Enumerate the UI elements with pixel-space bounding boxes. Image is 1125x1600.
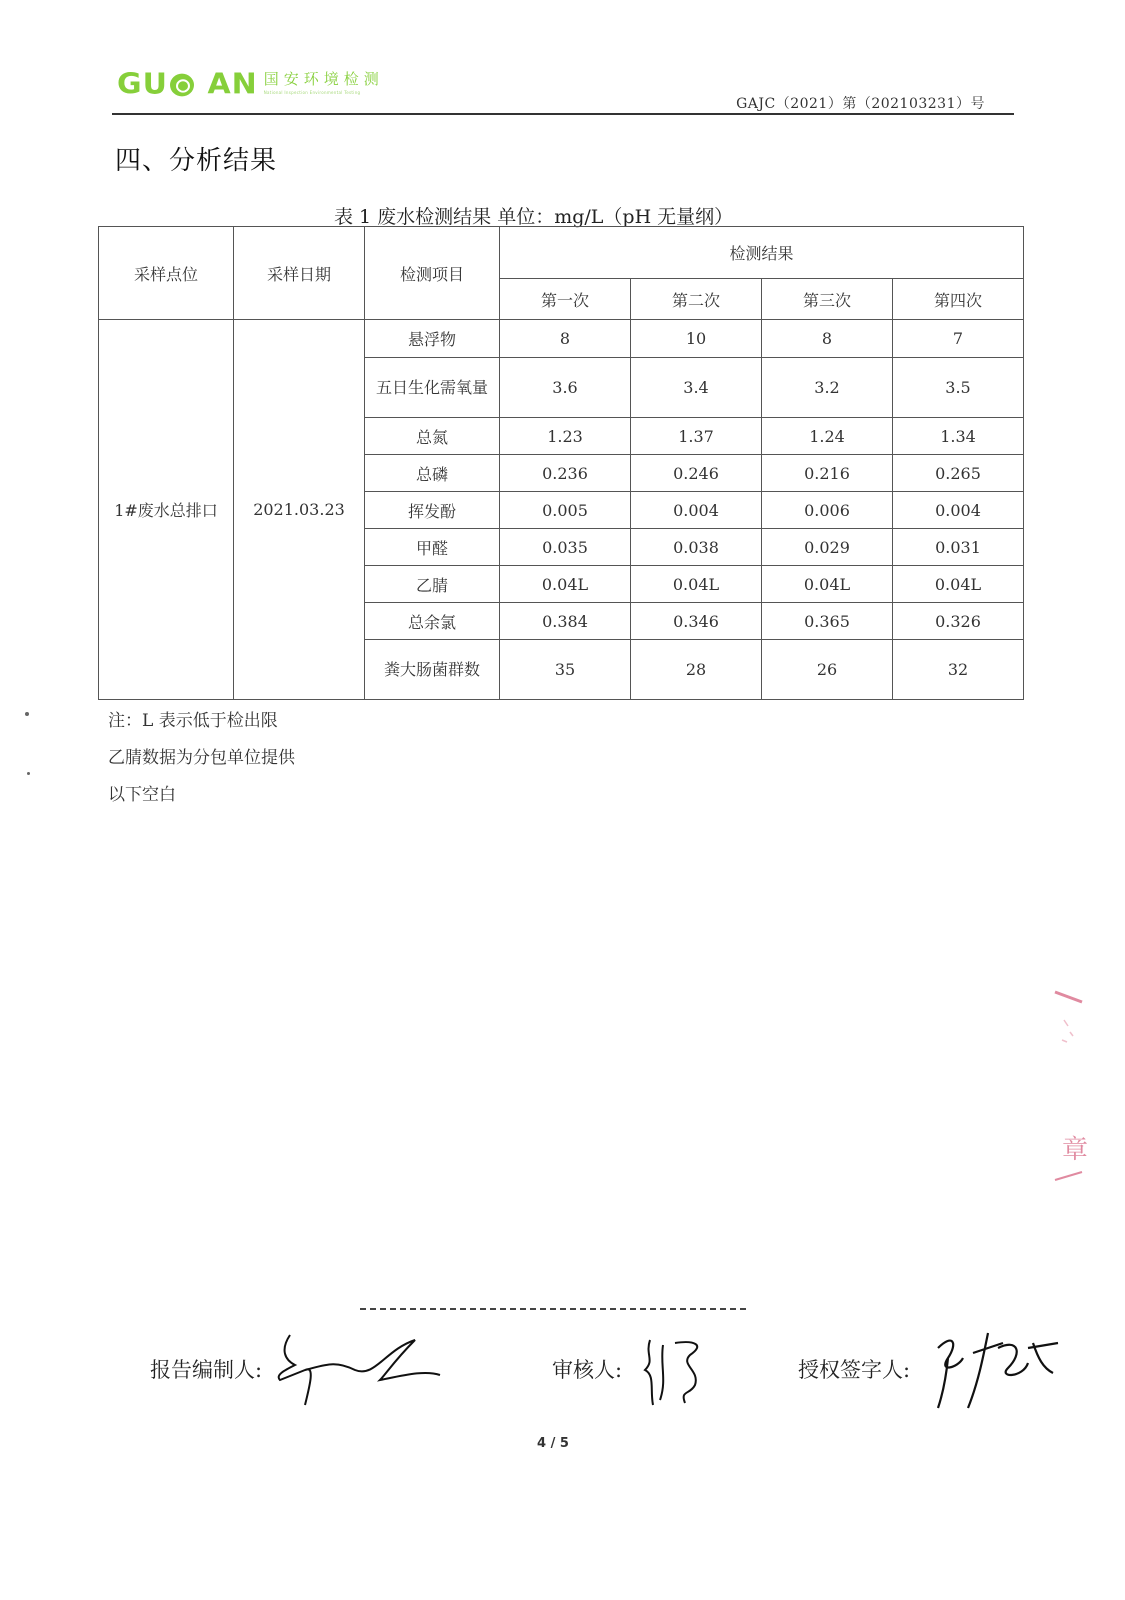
- value-cell: 0.04L: [500, 566, 631, 603]
- logo-chinese: [264, 70, 384, 96]
- value-cell: 35: [500, 640, 631, 700]
- item-cell: 总氮: [365, 418, 500, 455]
- header-site: 采样点位: [99, 227, 234, 320]
- value-cell: 0.04L: [893, 566, 1024, 603]
- value-cell: 0.326: [893, 603, 1024, 640]
- value-cell: 0.031: [893, 529, 1024, 566]
- note-subcontract: 乙腈数据为分包单位提供: [108, 748, 295, 768]
- value-cell: 7: [893, 320, 1024, 358]
- value-cell: 10: [631, 320, 762, 358]
- signature-row: [150, 1340, 1070, 1410]
- value-cell: 28: [631, 640, 762, 700]
- value-cell: 3.5: [893, 358, 1024, 418]
- value-cell: 1.37: [631, 418, 762, 455]
- value-cell: 0.346: [631, 603, 762, 640]
- signatory-label: 授权签字人:: [798, 1358, 911, 1382]
- notes-block: [108, 703, 295, 814]
- value-cell: 0.029: [762, 529, 893, 566]
- value-cell: 0.038: [631, 529, 762, 566]
- section-title: 四、分析结果: [115, 146, 278, 176]
- item-cell: 悬浮物: [365, 320, 500, 358]
- value-cell: 1.34: [893, 418, 1024, 455]
- page-number: 4 / 5: [537, 1436, 569, 1451]
- results-table: [98, 226, 1024, 700]
- seal-stamp-partial: [1050, 980, 1090, 1190]
- compiler-label: 报告编制人:: [150, 1358, 263, 1382]
- value-cell: 3.4: [631, 358, 762, 418]
- value-cell: 0.216: [762, 455, 893, 492]
- value-cell: 8: [762, 320, 893, 358]
- header-run-4: 第四次: [893, 279, 1024, 320]
- value-cell: 0.005: [500, 492, 631, 529]
- item-cell: 五日生化需氧量: [365, 358, 500, 418]
- value-cell: 0.04L: [762, 566, 893, 603]
- table-caption: 表 1 废水检测结果 单位：mg/L（pH 无量纲）: [334, 206, 734, 228]
- value-cell: 0.265: [893, 455, 1024, 492]
- svg-text:章: 章: [1062, 1135, 1089, 1165]
- header-results: 检测结果: [500, 227, 1024, 279]
- company-logo: [117, 67, 384, 102]
- logo-cn-title: 国安环境检测: [263, 70, 384, 88]
- footer-dashed-rule: [360, 1308, 746, 1310]
- header-divider: [112, 113, 1014, 115]
- header-run-1: 第一次: [500, 279, 631, 320]
- compiler-signature: [265, 1330, 450, 1410]
- scan-speck: [25, 712, 29, 716]
- reviewer-label: 审核人:: [552, 1358, 623, 1382]
- item-cell: 粪大肠菌群数: [365, 640, 500, 700]
- note-detection-limit: 注：L 表示低于检出限: [108, 711, 278, 731]
- value-cell: 3.6: [500, 358, 631, 418]
- results-table-container: [98, 226, 1024, 700]
- globe-icon: [170, 74, 194, 97]
- value-cell: 0.006: [762, 492, 893, 529]
- document-number: GAJC（2021）第（202103231）号: [736, 96, 985, 112]
- item-cell: 乙腈: [365, 566, 500, 603]
- item-cell: 总磷: [365, 455, 500, 492]
- value-cell: 0.035: [500, 529, 631, 566]
- header-date: 采样日期: [234, 227, 365, 320]
- logo-en-subtitle: National Inspection Environmental Testing: [263, 90, 361, 95]
- value-cell: 0.004: [893, 492, 1024, 529]
- value-cell: 0.384: [500, 603, 631, 640]
- logo-wordmark: [117, 67, 258, 102]
- item-cell: 挥发酚: [365, 492, 500, 529]
- value-cell: 0.246: [631, 455, 762, 492]
- value-cell: 0.365: [762, 603, 893, 640]
- value-cell: 3.2: [762, 358, 893, 418]
- header-item: 检测项目: [365, 227, 500, 320]
- value-cell: 1.24: [762, 418, 893, 455]
- logo-text-right: AN: [207, 67, 258, 102]
- item-cell: 总余氯: [365, 603, 500, 640]
- value-cell: 8: [500, 320, 631, 358]
- value-cell: 0.236: [500, 455, 631, 492]
- logo-text-left: GU: [117, 67, 168, 102]
- value-cell: 32: [893, 640, 1024, 700]
- site-cell: 1#废水总排口: [99, 320, 234, 700]
- header-run-2: 第二次: [631, 279, 762, 320]
- reviewer-signature: [635, 1335, 715, 1410]
- signatory-signature: [928, 1328, 1063, 1413]
- item-cell: 甲醛: [365, 529, 500, 566]
- note-blank-below: 以下空白: [108, 785, 176, 805]
- scan-speck: [27, 772, 30, 775]
- value-cell: 26: [762, 640, 893, 700]
- header-run-3: 第三次: [762, 279, 893, 320]
- value-cell: 0.004: [631, 492, 762, 529]
- date-cell: 2021.03.23: [234, 320, 365, 700]
- table-row: [99, 320, 1024, 358]
- value-cell: 0.04L: [631, 566, 762, 603]
- value-cell: 1.23: [500, 418, 631, 455]
